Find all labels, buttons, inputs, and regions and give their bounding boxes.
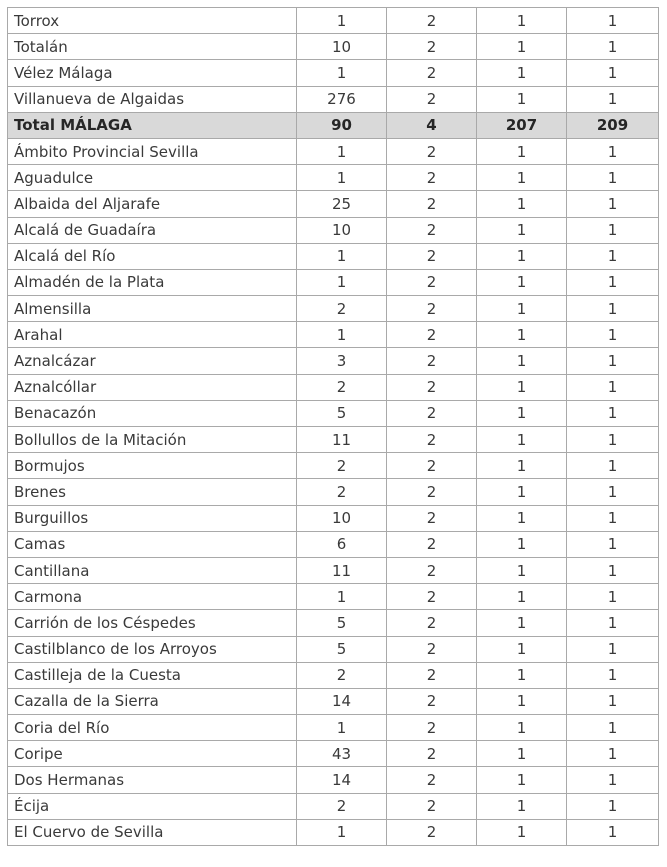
value-cell-1: 43 — [297, 741, 387, 767]
value-cell-1: 6 — [297, 531, 387, 557]
value-cell-4: 1 — [567, 584, 659, 610]
table-row — [8, 819, 659, 845]
value-cell-2: 2 — [387, 191, 477, 217]
value-cell-4: 1 — [567, 34, 659, 60]
value-cell-4: 1 — [567, 217, 659, 243]
value-cell-1: 10 — [297, 34, 387, 60]
table-row — [8, 557, 659, 583]
municipality-cell: Cantillana — [8, 557, 297, 583]
table-row — [8, 479, 659, 505]
municipality-cell: Coripe — [8, 741, 297, 767]
value-cell-1: 1 — [297, 584, 387, 610]
value-cell-3: 1 — [477, 34, 567, 60]
value-cell-3: 1 — [477, 60, 567, 86]
value-cell-4: 1 — [567, 741, 659, 767]
table-row — [8, 688, 659, 714]
value-cell-3: 1 — [477, 8, 567, 34]
value-cell-2: 2 — [387, 453, 477, 479]
value-cell-4: 1 — [567, 610, 659, 636]
value-cell-1: 1 — [297, 8, 387, 34]
value-cell-2: 2 — [387, 636, 477, 662]
value-cell-3: 1 — [477, 86, 567, 112]
value-cell-3: 1 — [477, 269, 567, 295]
value-cell-2: 2 — [387, 60, 477, 86]
value-cell-1: 25 — [297, 191, 387, 217]
value-cell-3: 1 — [477, 662, 567, 688]
value-cell-3: 1 — [477, 374, 567, 400]
value-cell-4: 1 — [567, 191, 659, 217]
value-cell-3: 1 — [477, 191, 567, 217]
table-body — [8, 8, 659, 846]
value-cell-2: 2 — [387, 767, 477, 793]
municipality-cell: Bormujos — [8, 453, 297, 479]
value-cell-2: 2 — [387, 479, 477, 505]
value-cell-2: 2 — [387, 662, 477, 688]
municipality-cell: Almadén de la Plata — [8, 269, 297, 295]
value-cell-4: 1 — [567, 688, 659, 714]
value-cell-2: 2 — [387, 427, 477, 453]
value-cell-2: 2 — [387, 793, 477, 819]
table-row — [8, 400, 659, 426]
value-cell-4: 1 — [567, 322, 659, 348]
municipality-cell: Dos Hermanas — [8, 767, 297, 793]
value-cell-4: 1 — [567, 269, 659, 295]
value-cell-4: 1 — [567, 636, 659, 662]
table-row — [8, 793, 659, 819]
value-cell-3: 1 — [477, 531, 567, 557]
value-cell-2: 2 — [387, 296, 477, 322]
value-cell-3: 1 — [477, 296, 567, 322]
table-row — [8, 348, 659, 374]
table-row — [8, 217, 659, 243]
value-cell-3: 1 — [477, 348, 567, 374]
value-cell-1: 1 — [297, 138, 387, 164]
table-row — [8, 531, 659, 557]
municipality-cell: Total MÁLAGA — [8, 112, 297, 138]
value-cell-3: 1 — [477, 688, 567, 714]
table-row — [8, 165, 659, 191]
value-cell-1: 14 — [297, 688, 387, 714]
value-cell-4: 1 — [567, 793, 659, 819]
value-cell-4: 1 — [567, 8, 659, 34]
table-row — [8, 453, 659, 479]
value-cell-1: 2 — [297, 479, 387, 505]
municipality-cell: Écija — [8, 793, 297, 819]
value-cell-1: 2 — [297, 662, 387, 688]
value-cell-2: 2 — [387, 531, 477, 557]
municipality-cell: Ámbito Provincial Sevilla — [8, 138, 297, 164]
table-row — [8, 34, 659, 60]
value-cell-3: 1 — [477, 741, 567, 767]
value-cell-1: 1 — [297, 165, 387, 191]
value-cell-3: 1 — [477, 610, 567, 636]
municipality-cell: Aznalcázar — [8, 348, 297, 374]
municipality-cell: Arahal — [8, 322, 297, 348]
value-cell-2: 2 — [387, 374, 477, 400]
table-row — [8, 505, 659, 531]
value-cell-4: 1 — [567, 400, 659, 426]
municipality-cell: Burguillos — [8, 505, 297, 531]
municipality-cell: Brenes — [8, 479, 297, 505]
table-row — [8, 636, 659, 662]
value-cell-4: 1 — [567, 715, 659, 741]
value-cell-1: 1 — [297, 60, 387, 86]
value-cell-1: 1 — [297, 269, 387, 295]
value-cell-3: 1 — [477, 479, 567, 505]
value-cell-4: 1 — [567, 243, 659, 269]
value-cell-3: 1 — [477, 557, 567, 583]
value-cell-3: 1 — [477, 715, 567, 741]
value-cell-2: 2 — [387, 505, 477, 531]
value-cell-1: 2 — [297, 453, 387, 479]
table-row — [8, 243, 659, 269]
municipality-cell: Benacazón — [8, 400, 297, 426]
value-cell-1: 276 — [297, 86, 387, 112]
value-cell-4: 209 — [567, 112, 659, 138]
municipality-cell: Camas — [8, 531, 297, 557]
value-cell-3: 1 — [477, 505, 567, 531]
value-cell-3: 1 — [477, 243, 567, 269]
municipality-cell: Aguadulce — [8, 165, 297, 191]
table-row — [8, 86, 659, 112]
table-row — [8, 269, 659, 295]
municipality-cell: Cazalla de la Sierra — [8, 688, 297, 714]
table-row — [8, 191, 659, 217]
value-cell-1: 1 — [297, 819, 387, 845]
value-cell-4: 1 — [567, 138, 659, 164]
value-cell-3: 1 — [477, 453, 567, 479]
table-row — [8, 8, 659, 34]
value-cell-2: 2 — [387, 269, 477, 295]
value-cell-1: 10 — [297, 505, 387, 531]
municipality-cell: Carmona — [8, 584, 297, 610]
table-row — [8, 741, 659, 767]
value-cell-1: 1 — [297, 715, 387, 741]
table-row — [8, 584, 659, 610]
value-cell-4: 1 — [567, 505, 659, 531]
value-cell-3: 1 — [477, 584, 567, 610]
value-cell-2: 2 — [387, 34, 477, 60]
value-cell-1: 14 — [297, 767, 387, 793]
value-cell-4: 1 — [567, 531, 659, 557]
municipality-cell: Alcalá del Río — [8, 243, 297, 269]
value-cell-4: 1 — [567, 296, 659, 322]
value-cell-4: 1 — [567, 557, 659, 583]
value-cell-3: 1 — [477, 322, 567, 348]
value-cell-3: 1 — [477, 793, 567, 819]
value-cell-4: 1 — [567, 479, 659, 505]
municipality-cell: Almensilla — [8, 296, 297, 322]
municipality-cell: Carrión de los Céspedes — [8, 610, 297, 636]
table-row — [8, 767, 659, 793]
municipality-cell: Albaida del Aljarafe — [8, 191, 297, 217]
value-cell-2: 2 — [387, 348, 477, 374]
value-cell-1: 90 — [297, 112, 387, 138]
value-cell-2: 2 — [387, 138, 477, 164]
value-cell-2: 2 — [387, 165, 477, 191]
value-cell-3: 1 — [477, 138, 567, 164]
value-cell-4: 1 — [567, 453, 659, 479]
value-cell-2: 2 — [387, 557, 477, 583]
value-cell-1: 2 — [297, 374, 387, 400]
value-cell-3: 1 — [477, 767, 567, 793]
value-cell-3: 1 — [477, 165, 567, 191]
value-cell-4: 1 — [567, 767, 659, 793]
table-row — [8, 138, 659, 164]
value-cell-3: 1 — [477, 636, 567, 662]
value-cell-3: 1 — [477, 819, 567, 845]
value-cell-1: 5 — [297, 636, 387, 662]
value-cell-2: 2 — [387, 217, 477, 243]
value-cell-3: 207 — [477, 112, 567, 138]
municipality-cell: Torrox — [8, 8, 297, 34]
value-cell-2: 2 — [387, 741, 477, 767]
municipality-cell: Aznalcóllar — [8, 374, 297, 400]
value-cell-1: 2 — [297, 296, 387, 322]
value-cell-2: 2 — [387, 688, 477, 714]
value-cell-4: 1 — [567, 86, 659, 112]
value-cell-2: 2 — [387, 8, 477, 34]
value-cell-3: 1 — [477, 217, 567, 243]
value-cell-1: 10 — [297, 217, 387, 243]
value-cell-4: 1 — [567, 374, 659, 400]
municipality-cell: El Cuervo de Sevilla — [8, 819, 297, 845]
table-row — [8, 296, 659, 322]
value-cell-2: 4 — [387, 112, 477, 138]
value-cell-2: 2 — [387, 400, 477, 426]
value-cell-3: 1 — [477, 400, 567, 426]
municipality-table — [7, 7, 659, 846]
value-cell-2: 2 — [387, 243, 477, 269]
table-total-row — [8, 112, 659, 138]
municipality-cell: Bollullos de la Mitación — [8, 427, 297, 453]
municipality-cell: Totalán — [8, 34, 297, 60]
value-cell-3: 1 — [477, 427, 567, 453]
table-row — [8, 60, 659, 86]
value-cell-2: 2 — [387, 819, 477, 845]
value-cell-4: 1 — [567, 819, 659, 845]
value-cell-4: 1 — [567, 348, 659, 374]
value-cell-4: 1 — [567, 165, 659, 191]
municipality-cell: Vélez Málaga — [8, 60, 297, 86]
value-cell-1: 3 — [297, 348, 387, 374]
value-cell-1: 5 — [297, 400, 387, 426]
table-row — [8, 662, 659, 688]
value-cell-1: 2 — [297, 793, 387, 819]
value-cell-2: 2 — [387, 610, 477, 636]
table-row — [8, 374, 659, 400]
value-cell-4: 1 — [567, 60, 659, 86]
value-cell-1: 1 — [297, 243, 387, 269]
data-table-container — [7, 7, 659, 846]
table-row — [8, 322, 659, 348]
value-cell-4: 1 — [567, 427, 659, 453]
value-cell-1: 11 — [297, 557, 387, 583]
value-cell-1: 5 — [297, 610, 387, 636]
municipality-cell: Coria del Río — [8, 715, 297, 741]
municipality-cell: Villanueva de Algaidas — [8, 86, 297, 112]
value-cell-1: 11 — [297, 427, 387, 453]
municipality-cell: Castilleja de la Cuesta — [8, 662, 297, 688]
municipality-cell: Alcalá de Guadaíra — [8, 217, 297, 243]
value-cell-1: 1 — [297, 322, 387, 348]
value-cell-2: 2 — [387, 715, 477, 741]
value-cell-2: 2 — [387, 584, 477, 610]
value-cell-4: 1 — [567, 662, 659, 688]
table-row — [8, 610, 659, 636]
table-row — [8, 715, 659, 741]
value-cell-2: 2 — [387, 322, 477, 348]
municipality-cell: Castilblanco de los Arroyos — [8, 636, 297, 662]
table-row — [8, 427, 659, 453]
value-cell-2: 2 — [387, 86, 477, 112]
